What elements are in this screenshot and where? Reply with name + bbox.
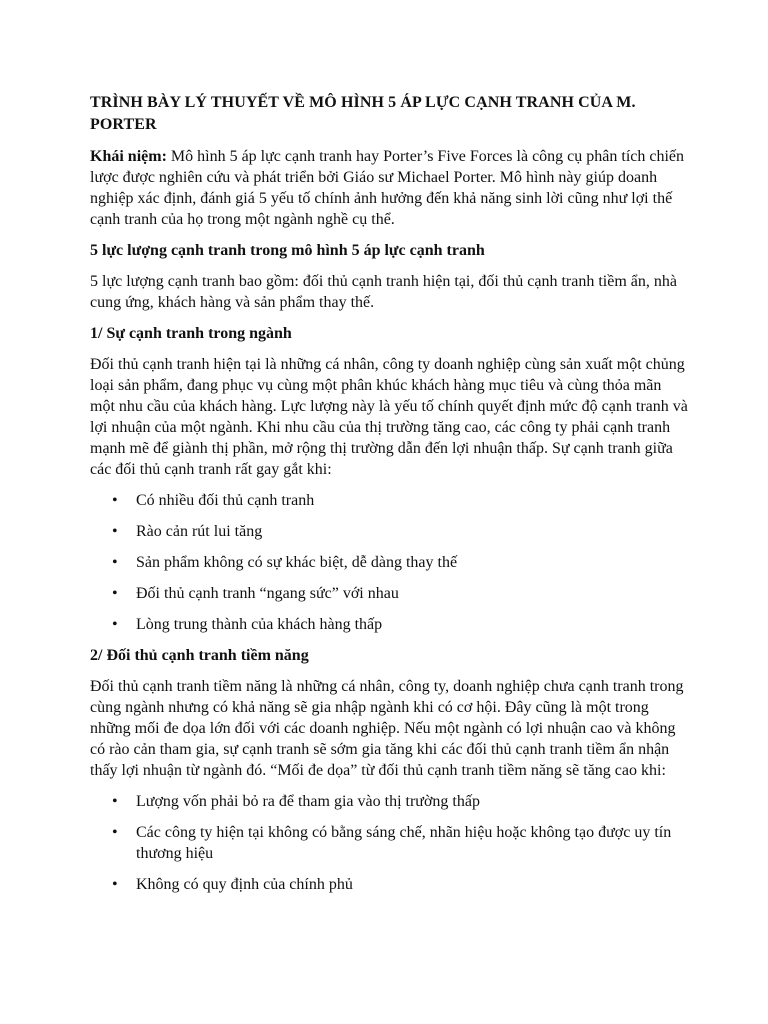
list-item-text: Sản phẩm không có sự khác biệt, dễ dàng thay thế xyxy=(136,554,458,571)
section2-heading: 2/ Đối thủ cạnh tranh tiềm năng xyxy=(90,647,309,664)
list-item xyxy=(90,583,690,604)
bullet-icon: • xyxy=(112,824,118,841)
intro-text: Mô hình 5 áp lực cạnh tranh hay Porter’s Five Forces là công cụ phân tích chiến lược được nghiên cứu và phát triển bởi Giáo sư Michael Porter. Mô hình này giúp doanh nghiệp xác định, đánh giá 5 yếu tố chính ảnh hưởng đến khả năng sinh lời cũng như lợi thế cạnh tranh của họ trong một ngành nghề cụ thể. xyxy=(90,148,685,228)
list-item-text: Rào cản rút lui tăng xyxy=(136,523,263,540)
list-item xyxy=(90,874,690,895)
section1-paragraph: Đối thủ cạnh tranh hiện tại là những cá nhân, công ty doanh nghiệp cùng sản xuất một chủng loại sản phẩm, đang phục vụ cùng một phân khúc khách hàng mục tiêu và cùng thỏa mãn một nhu cầu của khách hàng. Lực lượng này là yếu tố chính quyết định mức độ cạnh tranh và lợi nhuận của một ngành. Khi nhu cầu của thị trường tăng cao, các công ty phải cạnh tranh mạnh mẽ để giành thị phần, mở rộng thị trường dẫn đến lợi nhuận thấp. Sự cạnh tranh giữa các đối thủ cạnh tranh rất gay gắt khi: xyxy=(90,356,688,478)
list-item xyxy=(90,552,690,573)
list-item xyxy=(90,614,690,635)
bullet-icon: • xyxy=(112,523,118,540)
section1-bullet-list xyxy=(90,490,690,635)
intro-label: Khái niệm: xyxy=(90,148,167,165)
list-item-text: Lòng trung thành của khách hàng thấp xyxy=(136,616,383,633)
intro-paragraph xyxy=(90,146,690,230)
bullet-icon: • xyxy=(112,585,118,602)
list-item-text: Có nhiều đối thủ cạnh tranh xyxy=(136,492,315,509)
document-page xyxy=(90,92,690,905)
section1-heading: 1/ Sự cạnh tranh trong ngành xyxy=(90,325,292,342)
list-item-text: Đối thủ cạnh tranh “ngang sức” với nhau xyxy=(136,585,399,602)
bullet-icon: • xyxy=(112,793,118,810)
list-item-text: Lượng vốn phải bỏ ra để tham gia vào thị trường thấp xyxy=(136,793,480,810)
bullet-icon: • xyxy=(112,616,118,633)
section2-paragraph: Đối thủ cạnh tranh tiềm năng là những cá nhân, công ty, doanh nghiệp chưa cạnh tranh trong cùng ngành nhưng có khả năng sẽ gia nhập ngành khi có cơ hội. Đây cũng là một trong những mối đe dọa lớn đối với các doanh nghiệp. Nếu một ngành có lợi nhuận cao và không có rào cản tham gia, sự cạnh tranh sẽ sớm gia tăng khi các đối thủ cạnh tranh tiềm ẩn nhận thấy lợi nhuận từ ngành đó. “Mối đe dọa” từ đối thủ cạnh tranh tiềm năng sẽ tăng cao khi: xyxy=(90,678,684,779)
list-item xyxy=(90,490,690,511)
bullet-icon: • xyxy=(112,876,118,893)
list-item xyxy=(90,521,690,542)
forces-paragraph: 5 lực lượng cạnh tranh bao gồm: đối thủ cạnh tranh hiện tại, đối thủ cạnh tranh tiềm ẩn, nhà cung ứng, khách hàng và sản phẩm thay thế. xyxy=(90,273,677,311)
forces-heading: 5 lực lượng cạnh tranh trong mô hình 5 áp lực cạnh tranh xyxy=(90,242,485,259)
list-item-text: Các công ty hiện tại không có bằng sáng chế, nhãn hiệu hoặc không tạo được uy tín thương hiệu xyxy=(136,824,672,862)
list-item-text: Không có quy định của chính phủ xyxy=(136,876,353,893)
section2-bullet-list xyxy=(90,791,690,895)
document-title: TRÌNH BÀY LÝ THUYẾT VỀ MÔ HÌNH 5 ÁP LỰC CẠNH TRANH CỦA M. PORTER xyxy=(90,94,636,133)
bullet-icon: • xyxy=(112,492,118,509)
bullet-icon: • xyxy=(112,554,118,571)
list-item xyxy=(90,791,690,812)
list-item xyxy=(90,822,690,864)
